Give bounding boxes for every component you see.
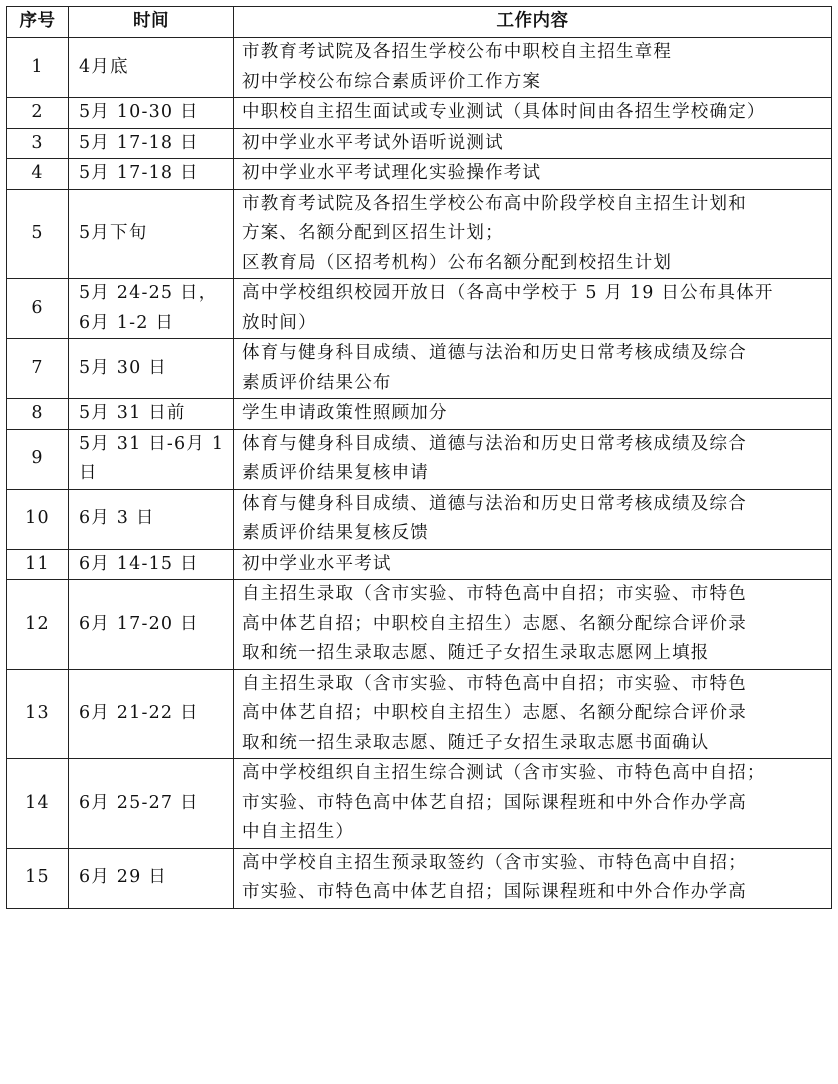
row-content [234, 759, 832, 849]
row-time: 5月 31 日前 [69, 399, 234, 430]
row-content [234, 128, 832, 159]
table-row [7, 339, 832, 399]
table-row [7, 38, 832, 98]
row-index: 11 [7, 549, 69, 580]
row-time: 6月 14-15 日 [69, 549, 234, 580]
content-line: 中自主招生） [242, 822, 355, 842]
row-content [234, 159, 832, 190]
row-index: 5 [7, 189, 69, 279]
row-index: 14 [7, 759, 69, 849]
content-line: 高中学校组织校园开放日（各高中学校于 5 月 19 日公布具体开 [242, 283, 774, 303]
table-row [7, 279, 832, 339]
row-index: 12 [7, 580, 69, 670]
row-content [234, 339, 832, 399]
content-line: 高中学校自主招生预录取签约（含市实验、市特色高中自招； [242, 852, 747, 873]
table-row [7, 128, 832, 159]
content-line: 放时间） [242, 312, 317, 333]
row-index: 3 [7, 128, 69, 159]
row-index: 4 [7, 159, 69, 190]
row-content [234, 848, 832, 908]
table-row [7, 98, 832, 129]
schedule-table [6, 6, 832, 909]
row-time: 5月下旬 [69, 189, 234, 279]
row-index: 6 [7, 279, 69, 339]
row-content [234, 399, 832, 430]
table-row [7, 759, 832, 849]
row-index: 10 [7, 489, 69, 549]
row-time: 6月 29 日 [69, 848, 234, 908]
content-line: 初中学业水平考试外语听说测试 [242, 132, 504, 153]
row-time: 5月 17-18 日 [69, 159, 234, 190]
content-line: 初中学业水平考试理化实验操作考试 [242, 163, 542, 183]
content-line: 素质评价结果复核申请 [242, 463, 429, 483]
content-line: 学生申请政策性照顾加分 [242, 403, 448, 423]
row-time: 5月 30 日 [69, 339, 234, 399]
content-line: 市实验、市特色高中体艺自招；国际课程班和中外合作办学高 [242, 792, 747, 813]
row-content [234, 549, 832, 580]
content-line: 取和统一招生录取志愿、随迁子女招生录取志愿书面确认 [242, 732, 710, 753]
content-line: 体育与健身科目成绩、道德与法治和历史日常考核成绩及综合 [242, 343, 747, 363]
row-index: 2 [7, 98, 69, 129]
content-line: 方案、名额分配到区招生计划； [242, 223, 504, 243]
table-row [7, 489, 832, 549]
row-time: 4月底 [69, 38, 234, 98]
table-body [7, 38, 832, 909]
table-row [7, 399, 832, 430]
row-time: 5月 31 日-6月 1 日 [69, 429, 234, 489]
header-index: 序号 [7, 7, 69, 38]
content-line: 中职校自主招生面试或专业测试（具体时间由各招生学校确定） [242, 102, 766, 122]
row-index: 13 [7, 669, 69, 759]
header-time: 时间 [69, 7, 234, 38]
row-time: 5月 10-30 日 [69, 98, 234, 129]
content-line: 市实验、市特色高中体艺自招；国际课程班和中外合作办学高 [242, 882, 747, 902]
content-line: 自主招生录取（含市实验、市特色高中自招；市实验、市特色 [242, 673, 747, 694]
row-time: 5月 24-25 日， 6月 1-2 日 [69, 279, 234, 339]
table-row [7, 189, 832, 279]
content-line: 自主招生录取（含市实验、市特色高中自招；市实验、市特色 [242, 584, 747, 604]
row-time: 6月 21-22 日 [69, 669, 234, 759]
table-row [7, 549, 832, 580]
row-time: 6月 25-27 日 [69, 759, 234, 849]
row-index: 9 [7, 429, 69, 489]
row-index: 8 [7, 399, 69, 430]
table-row [7, 848, 832, 908]
row-time: 6月 17-20 日 [69, 580, 234, 670]
table-row [7, 159, 832, 190]
row-index: 7 [7, 339, 69, 399]
row-time: 5月 17-18 日 [69, 128, 234, 159]
table-row [7, 429, 832, 489]
row-content [234, 38, 832, 98]
header-content: 工作内容 [234, 7, 832, 38]
content-line: 体育与健身科目成绩、道德与法治和历史日常考核成绩及综合 [242, 433, 747, 454]
table-row [7, 580, 832, 670]
row-time: 6月 3 日 [69, 489, 234, 549]
row-content [234, 189, 832, 279]
row-content [234, 429, 832, 489]
content-line: 市教育考试院及各招生学校公布高中阶段学校自主招生计划和 [242, 193, 747, 214]
row-index: 1 [7, 38, 69, 98]
row-index: 15 [7, 848, 69, 908]
content-line: 取和统一招生录取志愿、随迁子女招生录取志愿网上填报 [242, 643, 710, 663]
content-line: 市教育考试院及各招生学校公布中职校自主招生章程 [242, 42, 673, 62]
content-line: 高中体艺自招；中职校自主招生）志愿、名额分配综合评价录 [242, 703, 747, 723]
row-content [234, 98, 832, 129]
content-line: 素质评价结果公布 [242, 372, 392, 393]
table-row [7, 669, 832, 759]
content-line: 素质评价结果复核反馈 [242, 523, 429, 543]
row-content [234, 580, 832, 670]
content-line: 高中体艺自招；中职校自主招生）志愿、名额分配综合评价录 [242, 613, 747, 634]
row-content [234, 279, 832, 339]
content-line: 初中学校公布综合素质评价工作方案 [242, 71, 542, 92]
row-content [234, 489, 832, 549]
content-line: 初中学业水平考试 [242, 553, 392, 574]
table-header-row [7, 7, 832, 38]
content-line: 区教育局（区招考机构）公布名额分配到校招生计划 [242, 252, 673, 273]
row-content [234, 669, 832, 759]
content-line: 高中学校组织自主招生综合测试（含市实验、市特色高中自招； [242, 763, 766, 783]
content-line: 体育与健身科目成绩、道德与法治和历史日常考核成绩及综合 [242, 493, 747, 514]
